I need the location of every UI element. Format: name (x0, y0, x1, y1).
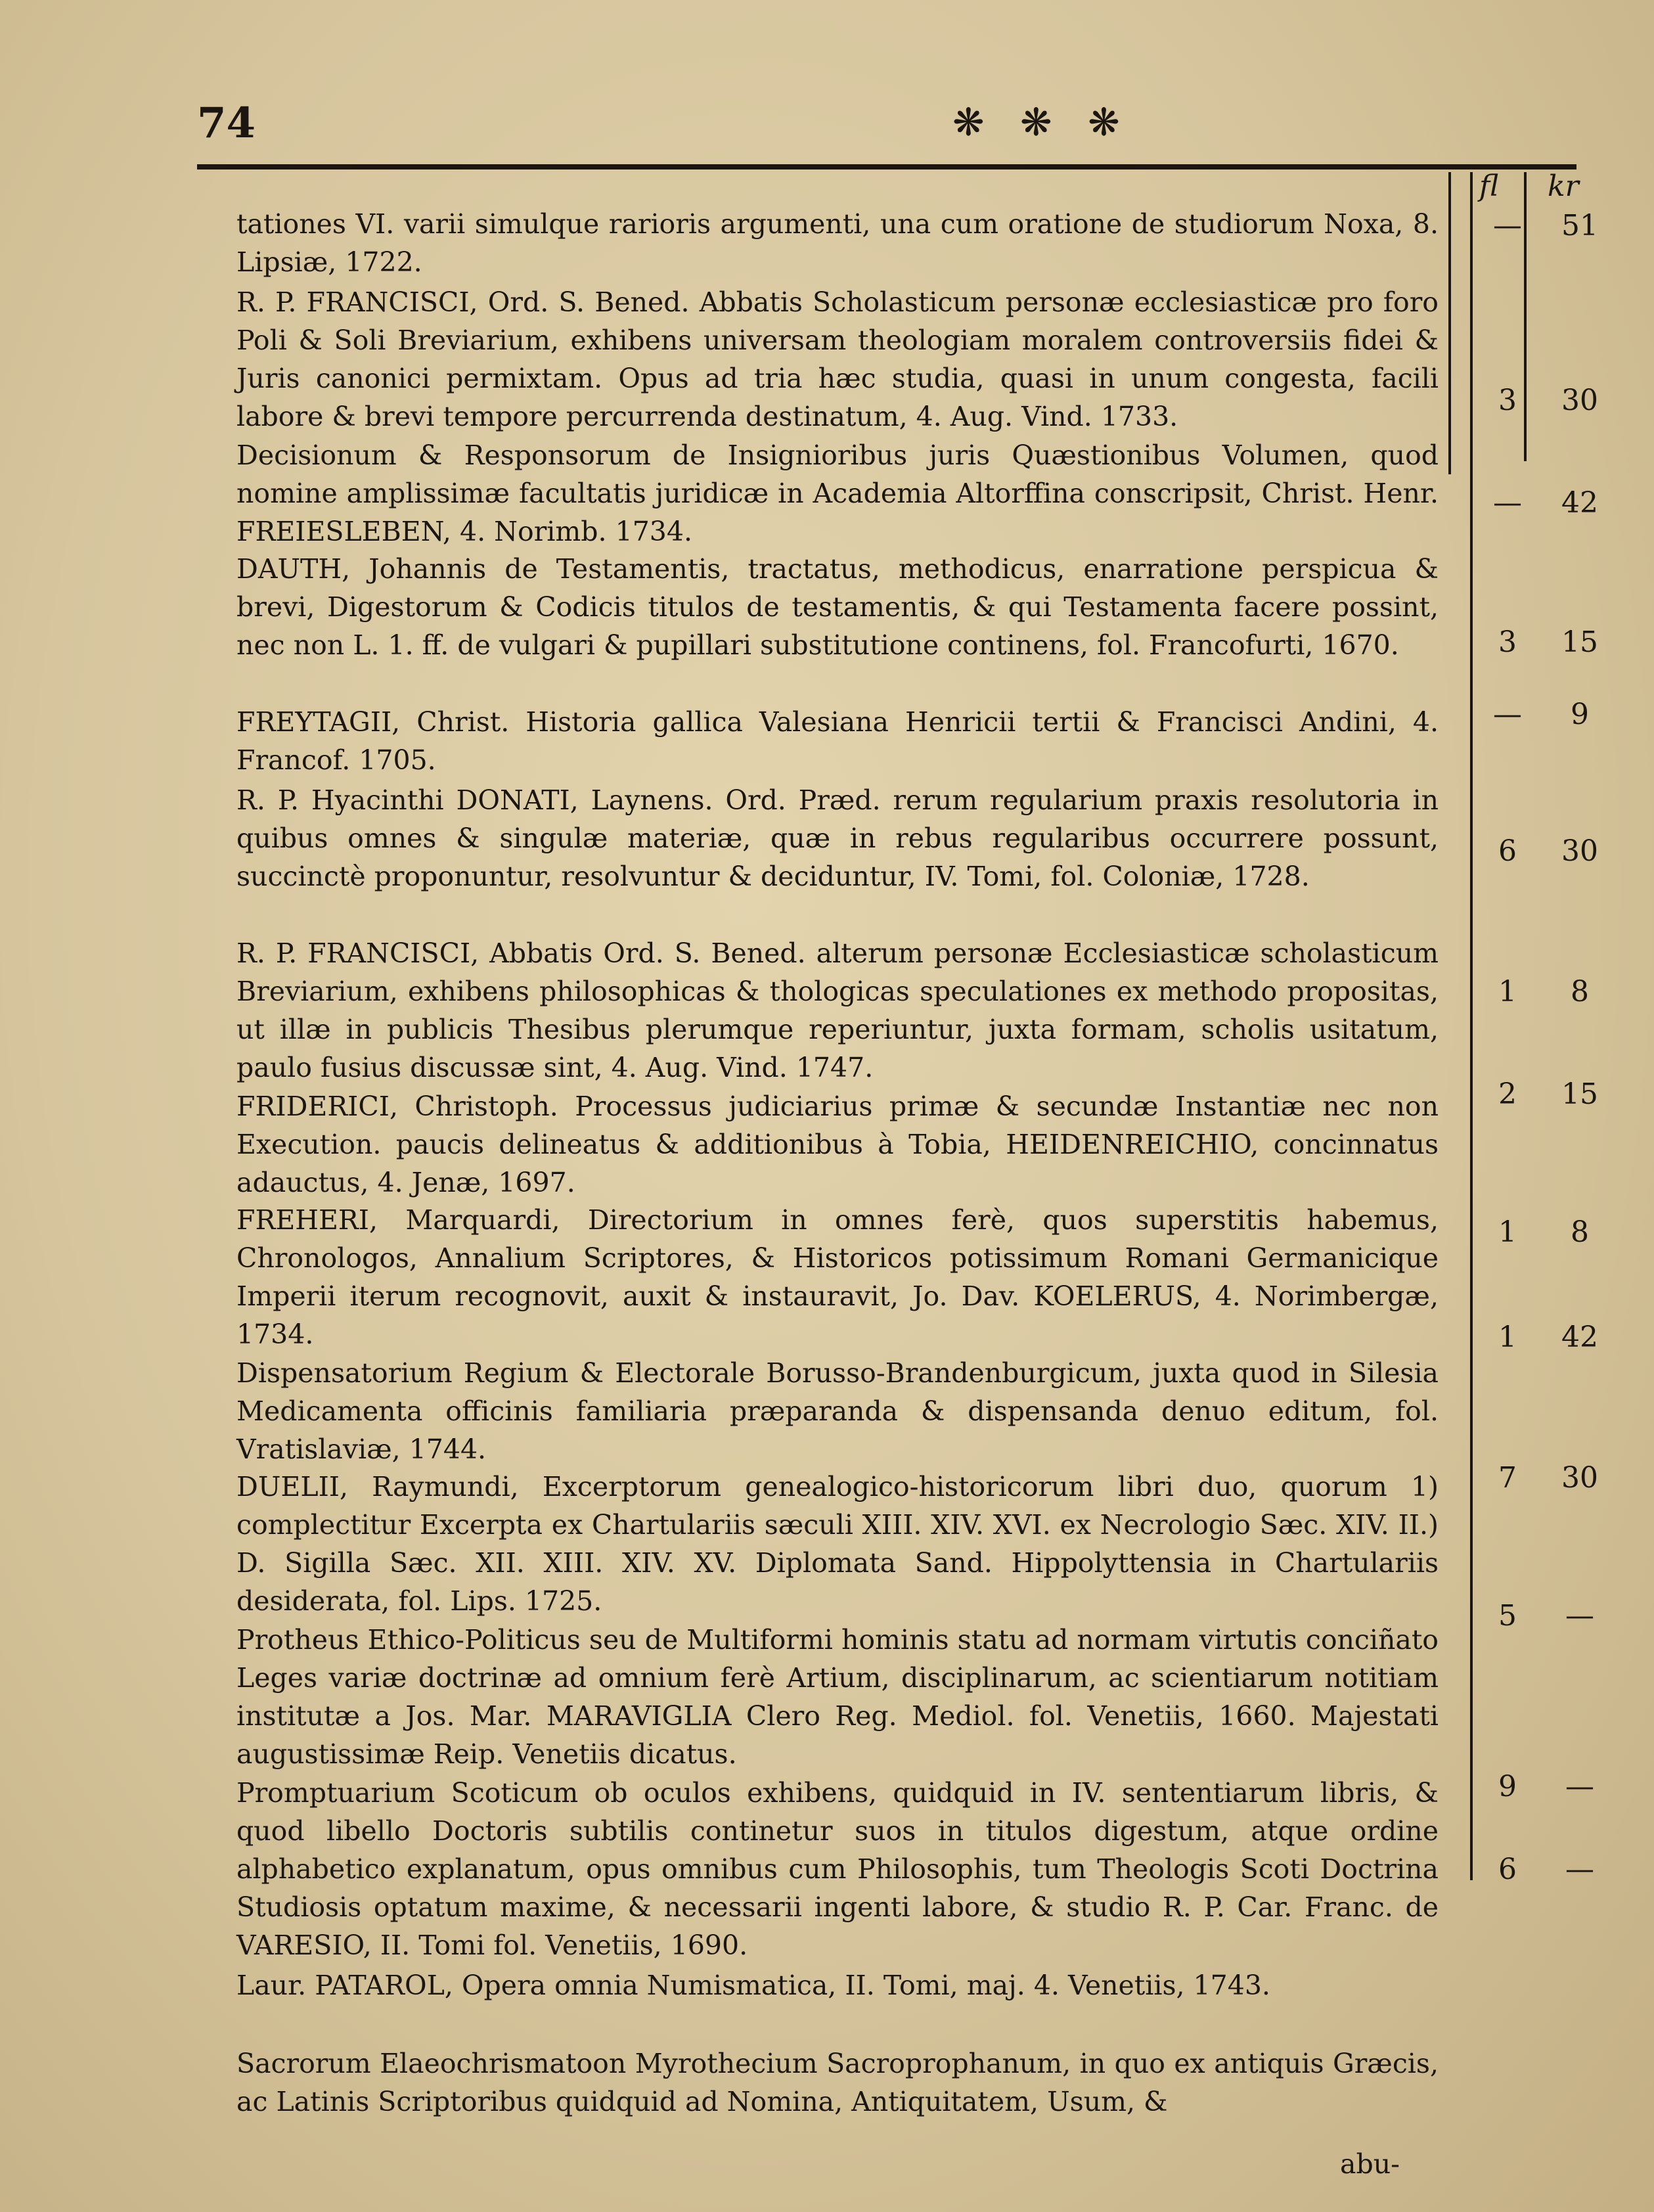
price-florins: 6 (1498, 834, 1517, 868)
ornament-icon: ❋ ❋ ❋ (952, 100, 1132, 145)
column-divider (1448, 172, 1451, 474)
price-row (1475, 1853, 1645, 1889)
price-row (1475, 698, 1645, 734)
price-florins: 2 (1498, 1077, 1517, 1111)
catalog-entry: DAUTH, Johannis de Testamentis, tractatus, methodicus, enarratione perspicua & brevi, Digestorum & Codicis titulos de testamentis, & qui Testamenta facere possint, nec non L. 1. ff. de vulgari & pupillari substitutione continens, fol. Francofurti, 1670. (236, 553, 1439, 661)
price-kreuzer: — (1565, 1853, 1594, 1886)
catalog-entry: R. P. Hyacinthi DONATI, Laynens. Ord. Præd. rerum regularium praxis resolutoria in quibus omnes & singulæ materiæ, quæ in rebus regularibus occurrere possunt, succinctè proponuntur, resolvuntur & deciduntur, IV. Tomi, fol. Coloniæ, 1728. (236, 784, 1439, 892)
price-florins: — (1493, 486, 1522, 520)
price-kreuzer: 30 (1561, 1461, 1598, 1495)
price-florins: 3 (1498, 384, 1517, 417)
price-kreuzer: 8 (1571, 1215, 1589, 1249)
price-row (1475, 1077, 1645, 1114)
price-kreuzer: 30 (1561, 384, 1598, 417)
catalog-entry: Decisionum & Responsorum de Insignioribus juris Quæstionibus Volumen, quod nomine amplissimæ facultatis juridicæ in Academia Altorffina conscripsit, Christ. Henr. FREIESLEBEN, 4. Norimb. 1734. (236, 440, 1439, 547)
kreuzer-column-header: kr (1548, 169, 1579, 203)
price-florins: 5 (1498, 1599, 1517, 1633)
price-row (1475, 1770, 1645, 1807)
price-kreuzer: 30 (1561, 834, 1598, 868)
catalog-entry: Protheus Ethico-Politicus seu de Multiformi hominis statu ad normam virtutis conciñato Leges variæ doctrinæ ad omnium ferè Artium, disciplinarum, ac scientiarum notitiam institutæ a Jos. Mar. MARAVIGLIA Clero Reg. Mediol. fol. Venetiis, 1660. Majestati augustissimæ Reip. Venetiis dicatus. (236, 1624, 1439, 1770)
price-florins: 3 (1498, 625, 1517, 659)
catalog-entry: DUELII, Raymundi, Excerptorum genealogico-historicorum libri duo, quorum 1) complectitur Excerpta ex Chartulariis sæculi XIII. XIV. XVI. ex Necrologio Sæc. XIV. II.) D. Sigilla Sæc. XII. XIII. XIV. XV. Diplomata Sand. Hippolyttensia in Chartulariis desiderata, fol. Lips. 1725. (236, 1471, 1439, 1617)
price-florins: 1 (1498, 975, 1517, 1008)
price-row (1475, 1599, 1645, 1636)
price-florins: 1 (1498, 1215, 1517, 1249)
price-kreuzer: 51 (1561, 209, 1598, 242)
price-kreuzer: 15 (1561, 625, 1598, 659)
price-row (1475, 384, 1645, 420)
price-row (1475, 486, 1645, 523)
catalog-entry: Laur. PATAROL, Opera omnia Numismatica, II. Tomi, maj. 4. Venetiis, 1743. (236, 1970, 1270, 2001)
catalog-entry: Sacrorum Elaeochrismatoon Myrothecium Sacroprophanum, in quo ex antiquis Græcis, ac Latinis Scriptoribus quidquid ad Nomina, Antiquitatem, Usum, & (236, 2048, 1439, 2117)
catalog-entry: tationes VI. varii simulque rarioris argumenti, una cum oratione de studiorum Noxa, 8. Lipsiæ, 1722. (236, 208, 1439, 278)
price-florins: 1 (1498, 1320, 1517, 1354)
catalog-entry: FRIDERICI, Christoph. Processus judiciarius primæ & secundæ Instantiæ nec non Execution. paucis delineatus & additionibus à Tobia, HEIDENREICHIO, concinnatus adauctus, 4. Jenæ, 1697. (236, 1091, 1439, 1198)
page-header (197, 99, 1576, 158)
price-kreuzer: 9 (1571, 698, 1589, 731)
price-row (1475, 834, 1645, 871)
price-kreuzer: — (1565, 1599, 1594, 1633)
price-kreuzer: 42 (1561, 1320, 1598, 1354)
price-row (1475, 209, 1645, 246)
catalog-entry: R. P. FRANCISCI, Ord. S. Bened. Abbatis Scholasticum personæ ecclesiasticæ pro foro Poli & Soli Breviarium, exhibens universam theologiam moralem controversiis fidei & Juris canonici permixtam. Opus ad tria hæc studia, quasi in unum congesta, facili labore & brevi tempore percurrenda destinatum, 4. Aug. Vind. 1733. (236, 286, 1439, 432)
catalog-entry: Promptuarium Scoticum ob oculos exhibens, quidquid in IV. sententiarum libris, & quod libello Doctoris subtilis continetur suos in titulos digestum, atque ordine alphabetico explanatum, opus omnibus cum Philosophis, tum Theologis Scoti Doctrina Studiosis optatum maxime, & necessarii ingenti labore, & studio R. P. Car. Franc. de VARESIO, II. Tomi fol. Venetiis, 1690. (236, 1777, 1439, 1961)
price-florins: — (1493, 209, 1522, 242)
price-florins: 6 (1498, 1853, 1517, 1886)
catalog-entries (197, 172, 1439, 2123)
catalog-entry: FREYTAGII, Christ. Historia gallica Valesiana Henricii tertii & Francisci Andini, 4. Francof. 1705. (236, 706, 1439, 776)
header-rule (197, 164, 1576, 169)
price-row (1475, 1461, 1645, 1498)
catalog-entry: Dispensatorium Regium & Electorale Borusso-Brandenburgicum, juxta quod in Silesia Medicamenta officinis familiaria præparanda & dispensanda denuo editum, fol. Vratislaviæ, 1744. (236, 1357, 1439, 1465)
catalog-entry: R. P. FRANCISCI, Abbatis Ord. S. Bened. alterum personæ Ecclesiasticæ scholasticum Breviarium, exhibens philosophicas & thologicas speculationes ex methodo propositas, ut illæ in publicis Thesibus plerumque reperiuntur, juxta formam, scholis usitatum, paulo fusius discussæ sint, 4. Aug. Vind. 1747. (236, 937, 1439, 1083)
catalog-entry: FREHERI, Marquardi, Directorium in omnes ferè, quos superstitis habemus, Chronologos, Annalium Scriptores, & Historicos potissimum Romani Germanicique Imperii iterum recognovit, auxit & instauravit, Jo. Dav. KOELERUS, 4. Norimbergæ, 1734. (236, 1204, 1439, 1350)
price-row (1475, 1320, 1645, 1357)
florins-column-header: fl (1479, 169, 1499, 203)
price-row (1475, 975, 1645, 1012)
price-row (1475, 1215, 1645, 1252)
price-kreuzer: 8 (1571, 975, 1589, 1008)
price-florins: 7 (1498, 1461, 1517, 1495)
catchword: abu- (1340, 2148, 1400, 2180)
price-florins: — (1493, 698, 1522, 731)
page-number: 74 (197, 99, 256, 148)
price-row (1475, 625, 1645, 662)
column-divider (1470, 172, 1473, 1880)
price-kreuzer: 42 (1561, 486, 1598, 520)
price-kreuzer: — (1565, 1770, 1594, 1803)
price-kreuzer: 15 (1561, 1077, 1598, 1111)
price-florins: 9 (1498, 1770, 1517, 1803)
